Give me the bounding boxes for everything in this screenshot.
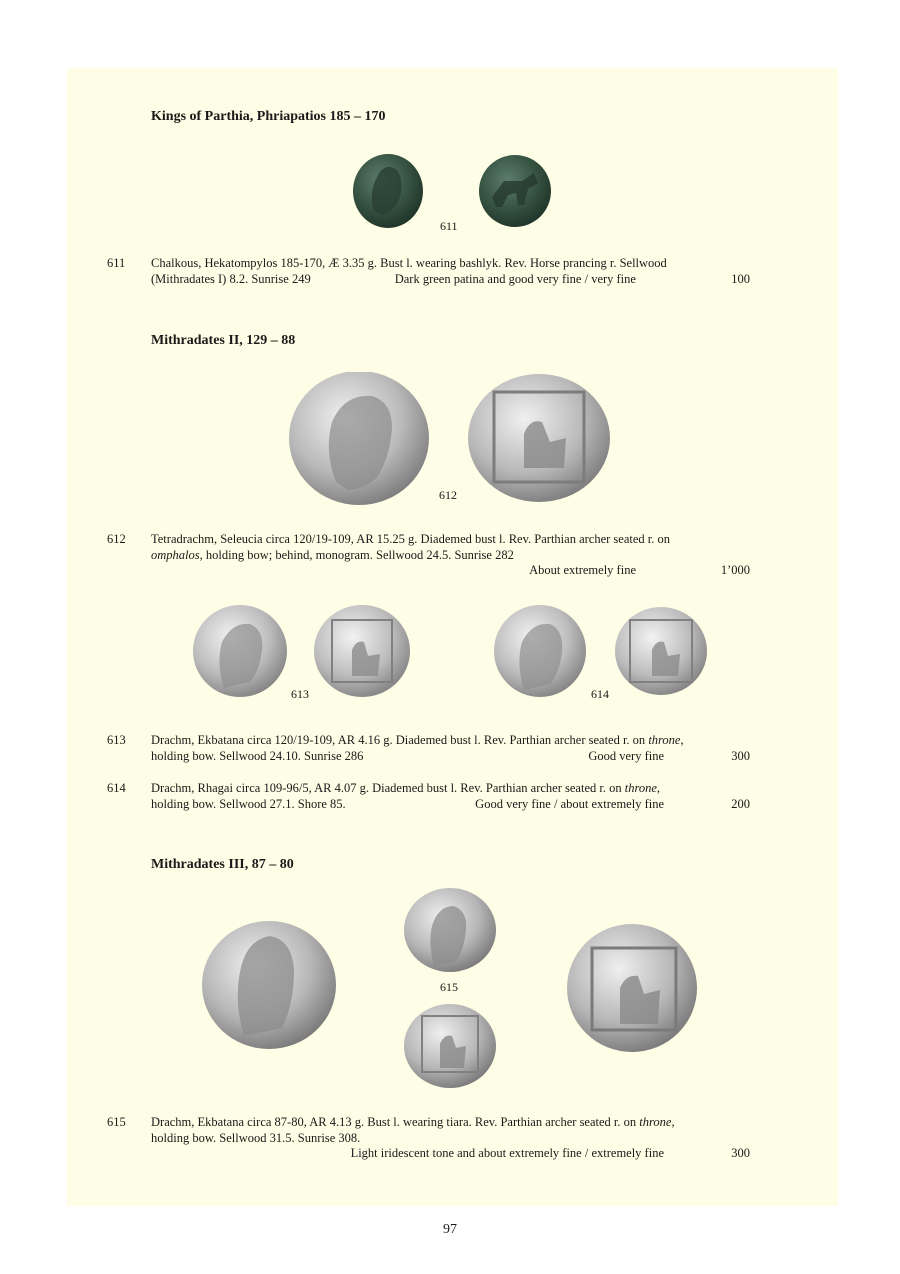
lot-number-614: 614 — [107, 781, 126, 795]
lot-614-line-1: Drachm, Rhagai circa 109-96/5, AR 4.07 g. Diademed bust l. Rev. Parthian archer seated r. on — [151, 781, 625, 795]
lot-615-line-2: holding bow. Sellwood 31.5. Sunrise 308. — [151, 1130, 361, 1145]
lot-615-punct: , — [671, 1115, 675, 1129]
lot-612-estimate: 1’000 — [720, 563, 750, 577]
plate-number-611: 611 — [440, 219, 458, 233]
lot-615-italic-term: throne — [639, 1115, 672, 1129]
lot-description-615 — [151, 1115, 750, 1162]
lot-description-614 — [151, 781, 750, 812]
lot-615-grade: Light iridescent tone and about extremely fine / extremely fine — [350, 1146, 664, 1160]
plate-number-614: 614 — [591, 687, 609, 701]
lot-611-estimate: 100 — [731, 271, 750, 286]
coin-image-614 — [494, 604, 710, 700]
lot-611-line-2: (Mithradates I) 8.2. Sunrise 249 — [151, 271, 311, 286]
lot-613-line-2: holding bow. Sellwood 24.10. Sunrise 286 — [151, 748, 364, 763]
lot-611-grade: Dark green patina and good very fine / very fine — [394, 271, 636, 286]
lot-611-line-1: Chalkous, Hekatompylos 185-170, Æ 3.35 g. Bust l. wearing bashlyk. Rev. Horse prancing r. Sellwood — [151, 256, 667, 270]
lot-612-line-2: , holding bow; behind, monogram. Sellwood 24.5. Sunrise 282 — [199, 547, 514, 562]
lot-number-611: 611 — [107, 256, 126, 270]
plate-number-615: 615 — [440, 980, 458, 994]
lot-612-italic-term: omphalos — [151, 547, 200, 562]
page-number: 97 — [443, 1222, 457, 1237]
lot-number-612: 612 — [107, 532, 126, 546]
plate-number-612: 612 — [439, 488, 457, 502]
lot-number-615: 615 — [107, 1115, 126, 1129]
lot-613-italic-term: throne — [648, 733, 681, 747]
lot-612-grade: About extremely fine — [529, 563, 636, 577]
lot-614-line-2: holding bow. Sellwood 27.1. Shore 85. — [151, 796, 346, 811]
lot-613-grade: Good very fine — [588, 748, 664, 763]
section-heading-mithradates-iii: Mithradates III, 87 – 80 — [151, 857, 294, 872]
lot-614-punct: , — [656, 781, 661, 795]
lot-615-line-1: Drachm, Ekbatana circa 87-80, AR 4.13 g. Bust l. wearing tiara. Rev. Parthian archer seated r. on — [151, 1115, 640, 1129]
lot-613-estimate: 300 — [731, 748, 750, 763]
lot-615-estimate: 300 — [731, 1146, 750, 1160]
lot-description-613 — [151, 733, 750, 764]
lot-number-613: 613 — [107, 733, 126, 747]
lot-612-line-1: Tetradrachm, Seleucia circa 120/19-109, AR 15.25 g. Diademed bust l. Rev. Parthian archer seated r. on — [151, 532, 670, 546]
plate-number-613: 613 — [291, 687, 309, 701]
lot-614-grade: Good very fine / about extremely fine — [475, 796, 664, 811]
lot-613-punct: , — [680, 733, 684, 747]
section-heading-phriapatios: Kings of Parthia, Phriapatios 185 – 170 — [151, 109, 386, 124]
lot-613-line-1: Drachm, Ekbatana circa 120/19-109, AR 4.16 g. Diademed bust l. Rev. Parthian archer seated r. on — [151, 733, 649, 747]
lot-614-italic-term: throne — [624, 781, 657, 795]
coin-image-613 — [192, 604, 412, 700]
lot-description-612 — [151, 532, 750, 579]
coin-image-611 — [352, 153, 552, 229]
lot-614-estimate: 200 — [731, 796, 750, 811]
lot-description-611 — [151, 256, 750, 287]
section-heading-mithradates-ii: Mithradates II, 129 – 88 — [151, 333, 296, 348]
